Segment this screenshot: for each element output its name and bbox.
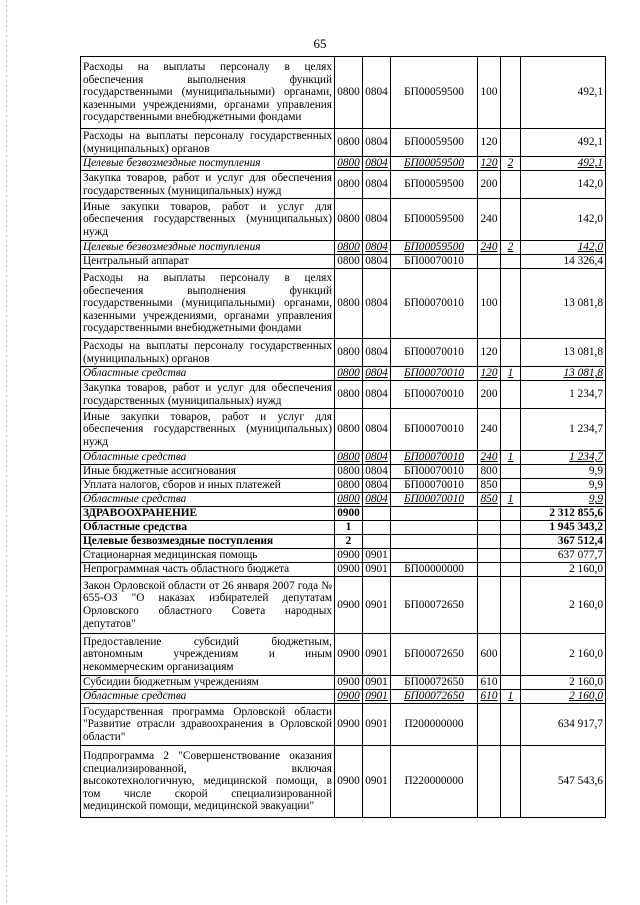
amount-cell: 2 312 855,6: [521, 507, 606, 521]
table-row: [81, 241, 606, 255]
table-row: [81, 381, 606, 409]
subsection-code-cell: 0804: [363, 367, 391, 381]
table-row: [81, 704, 606, 746]
row-name-cell: Областные средства: [81, 367, 335, 381]
section-code-cell: 0800: [335, 199, 363, 241]
expense-type-code-cell: 240: [478, 451, 501, 465]
expense-type-code-cell: 100: [478, 57, 501, 129]
section-code-cell: 0800: [335, 171, 363, 199]
section-code-cell: 0800: [335, 465, 363, 479]
funding-source-cell: [501, 171, 521, 199]
table-row: [81, 409, 606, 451]
funding-source-cell: [501, 549, 521, 563]
target-item-code-cell: БП00070010: [391, 451, 478, 465]
funding-source-cell: [501, 746, 521, 818]
funding-source-cell: 2: [501, 157, 521, 171]
amount-cell: 2 160,0: [521, 634, 606, 676]
row-name-cell: Целевые безвозмездные поступления: [81, 535, 335, 549]
row-name-cell: Иные закупки товаров, работ и услуг для обеспечения государственных (муниципальных) нужд: [81, 409, 335, 451]
table-row: [81, 479, 606, 493]
page-number: 65: [313, 36, 327, 51]
expense-type-code-cell: 240: [478, 409, 501, 451]
table-row: [81, 535, 606, 549]
funding-source-cell: [501, 535, 521, 549]
table-row: [81, 507, 606, 521]
target-item-code-cell: БП00059500: [391, 129, 478, 157]
row-name-cell: Областные средства: [81, 690, 335, 704]
scan-edge-marks: [6, 0, 7, 905]
amount-cell: 142,0: [521, 241, 606, 255]
section-code-cell: 0900: [335, 690, 363, 704]
row-name-cell: Уплата налогов, сборов и иных платежей: [81, 479, 335, 493]
target-item-code-cell: БП00070010: [391, 269, 478, 339]
target-item-code-cell: БП00072650: [391, 690, 478, 704]
expense-type-code-cell: 100: [478, 269, 501, 339]
subsection-code-cell: 0804: [363, 451, 391, 465]
subsection-code-cell: 0901: [363, 746, 391, 818]
row-name-cell: Центральный аппарат: [81, 255, 335, 269]
section-code-cell: 0900: [335, 634, 363, 676]
target-item-code-cell: БП00070010: [391, 381, 478, 409]
table-row: [81, 57, 606, 129]
row-name-cell: Областные средства: [81, 493, 335, 507]
row-name-cell: Закупка товаров, работ и услуг для обеспечения государственных (муниципальных) нужд: [81, 381, 335, 409]
table-row: [81, 746, 606, 818]
row-name-cell: Предоставление субсидий бюджетным, автономным учреждениям и иным некоммерческим организациям: [81, 634, 335, 676]
row-name-cell: Расходы на выплаты персоналу государственных (муниципальных) органов: [81, 129, 335, 157]
amount-cell: 634 917,7: [521, 704, 606, 746]
funding-source-cell: [501, 129, 521, 157]
funding-source-cell: [501, 339, 521, 367]
section-code-cell: 0800: [335, 57, 363, 129]
section-code-cell: 0900: [335, 563, 363, 577]
section-code-cell: 1: [335, 521, 363, 535]
subsection-code-cell: 0804: [363, 269, 391, 339]
target-item-code-cell: БП00072650: [391, 577, 478, 634]
target-item-code-cell: П200000000: [391, 704, 478, 746]
target-item-code-cell: БП00070010: [391, 339, 478, 367]
subsection-code-cell: 0804: [363, 199, 391, 241]
budget-table: [80, 56, 606, 818]
expense-type-code-cell: [478, 704, 501, 746]
subsection-code-cell: 0901: [363, 704, 391, 746]
amount-cell: 2 160,0: [521, 577, 606, 634]
section-code-cell: 0900: [335, 704, 363, 746]
subsection-code-cell: 0901: [363, 634, 391, 676]
funding-source-cell: [501, 521, 521, 535]
expense-type-code-cell: 200: [478, 171, 501, 199]
section-code-cell: 0800: [335, 157, 363, 171]
funding-source-cell: 1: [501, 690, 521, 704]
expense-type-code-cell: [478, 535, 501, 549]
row-name-cell: Иные бюджетные ассигнования: [81, 465, 335, 479]
expense-type-code-cell: 600: [478, 634, 501, 676]
row-name-cell: Расходы на выплаты персоналу в целях обеспечения выполнения функций государственными (муниципальными) органами, казенными учреждениями, органами управления государственными внебюджетными фондами: [81, 269, 335, 339]
amount-cell: 1 234,7: [521, 409, 606, 451]
row-name-cell: Непрограммная часть областного бюджета: [81, 563, 335, 577]
amount-cell: 492,1: [521, 157, 606, 171]
amount-cell: 1 945 343,2: [521, 521, 606, 535]
table-row: [81, 577, 606, 634]
funding-source-cell: [501, 563, 521, 577]
table-row: [81, 634, 606, 676]
funding-source-cell: [501, 676, 521, 690]
table-row: [81, 157, 606, 171]
funding-source-cell: [501, 634, 521, 676]
target-item-code-cell: БП00070010: [391, 479, 478, 493]
row-name-cell: Расходы на выплаты персоналу государственных (муниципальных) органов: [81, 339, 335, 367]
subsection-code-cell: 0804: [363, 479, 391, 493]
target-item-code-cell: БП00072650: [391, 676, 478, 690]
subsection-code-cell: 0804: [363, 57, 391, 129]
subsection-code-cell: 0804: [363, 493, 391, 507]
amount-cell: 142,0: [521, 199, 606, 241]
target-item-code-cell: БП00000000: [391, 563, 478, 577]
amount-cell: 142,0: [521, 171, 606, 199]
amount-cell: 1 234,7: [521, 381, 606, 409]
section-code-cell: 0800: [335, 493, 363, 507]
section-code-cell: 0800: [335, 451, 363, 465]
table-row: [81, 255, 606, 269]
section-code-cell: 0900: [335, 507, 363, 521]
amount-cell: 492,1: [521, 57, 606, 129]
amount-cell: 492,1: [521, 129, 606, 157]
table-row: [81, 269, 606, 339]
expense-type-code-cell: [478, 521, 501, 535]
amount-cell: 9,9: [521, 479, 606, 493]
row-name-cell: Закон Орловской области от 26 января 2007 года № 655-ОЗ "О наказах избирателей депутатам Орловского областного Совета народных депутатов": [81, 577, 335, 634]
funding-source-cell: 1: [501, 451, 521, 465]
subsection-code-cell: 0901: [363, 563, 391, 577]
subsection-code-cell: 0804: [363, 255, 391, 269]
section-code-cell: 0800: [335, 269, 363, 339]
funding-source-cell: [501, 199, 521, 241]
table-row: [81, 367, 606, 381]
target-item-code-cell: [391, 549, 478, 563]
amount-cell: 14 326,4: [521, 255, 606, 269]
funding-source-cell: [501, 465, 521, 479]
expense-type-code-cell: 120: [478, 129, 501, 157]
subsection-code-cell: 0901: [363, 577, 391, 634]
amount-cell: 1 234,7: [521, 451, 606, 465]
table-row: [81, 563, 606, 577]
subsection-code-cell: 0804: [363, 381, 391, 409]
expense-type-code-cell: 610: [478, 690, 501, 704]
target-item-code-cell: БП00072650: [391, 634, 478, 676]
target-item-code-cell: БП00070010: [391, 493, 478, 507]
section-code-cell: 0900: [335, 577, 363, 634]
funding-source-cell: 1: [501, 493, 521, 507]
subsection-code-cell: 0804: [363, 241, 391, 255]
section-code-cell: 0800: [335, 339, 363, 367]
expense-type-code-cell: 200: [478, 381, 501, 409]
table-row: [81, 549, 606, 563]
target-item-code-cell: БП00059500: [391, 57, 478, 129]
expense-type-code-cell: [478, 563, 501, 577]
funding-source-cell: [501, 269, 521, 339]
expense-type-code-cell: 850: [478, 493, 501, 507]
section-code-cell: 0900: [335, 746, 363, 818]
expense-type-code-cell: [478, 507, 501, 521]
target-item-code-cell: [391, 535, 478, 549]
table-row: [81, 690, 606, 704]
expense-type-code-cell: 610: [478, 676, 501, 690]
row-name-cell: Стационарная медицинская помощь: [81, 549, 335, 563]
amount-cell: 367 512,4: [521, 535, 606, 549]
target-item-code-cell: БП00070010: [391, 409, 478, 451]
table-row: [81, 493, 606, 507]
funding-source-cell: [501, 255, 521, 269]
table-row: [81, 129, 606, 157]
subsection-code-cell: 0901: [363, 549, 391, 563]
subsection-code-cell: 0804: [363, 339, 391, 367]
target-item-code-cell: БП00059500: [391, 241, 478, 255]
target-item-code-cell: БП00070010: [391, 465, 478, 479]
subsection-code-cell: 0901: [363, 676, 391, 690]
funding-source-cell: [501, 577, 521, 634]
budget-table-body: [81, 57, 606, 818]
section-code-cell: 0800: [335, 129, 363, 157]
section-code-cell: 0800: [335, 381, 363, 409]
funding-source-cell: [501, 381, 521, 409]
expense-type-code-cell: [478, 746, 501, 818]
target-item-code-cell: БП00059500: [391, 171, 478, 199]
target-item-code-cell: БП00070010: [391, 367, 478, 381]
funding-source-cell: [501, 704, 521, 746]
subsection-code-cell: 0804: [363, 157, 391, 171]
row-name-cell: ЗДРАВООХРАНЕНИЕ: [81, 507, 335, 521]
table-row: [81, 676, 606, 690]
section-code-cell: 0800: [335, 479, 363, 493]
subsection-code-cell: [363, 535, 391, 549]
row-name-cell: Закупка товаров, работ и услуг для обеспечения государственных (муниципальных) нужд: [81, 171, 335, 199]
target-item-code-cell: [391, 521, 478, 535]
row-name-cell: Расходы на выплаты персоналу в целях обеспечения выполнения функций государственными (муниципальными) органами, казенными учреждениями, органами управления государственными внебюджетными фондами: [81, 57, 335, 129]
target-item-code-cell: БП00059500: [391, 157, 478, 171]
expense-type-code-cell: 120: [478, 157, 501, 171]
subsection-code-cell: 0804: [363, 171, 391, 199]
funding-source-cell: 2: [501, 241, 521, 255]
expense-type-code-cell: [478, 549, 501, 563]
section-code-cell: 0800: [335, 367, 363, 381]
row-name-cell: Подпрограмма 2 "Совершенствование оказания специализированной, включая высокотехнологичную, медицинской помощи, в том числе скорой специализированной медицинской помощи, медицинской эвакуации": [81, 746, 335, 818]
expense-type-code-cell: 120: [478, 367, 501, 381]
amount-cell: 9,9: [521, 465, 606, 479]
amount-cell: 2 160,0: [521, 690, 606, 704]
subsection-code-cell: 0901: [363, 690, 391, 704]
row-name-cell: Субсидии бюджетным учреждениям: [81, 676, 335, 690]
expense-type-code-cell: 240: [478, 241, 501, 255]
funding-source-cell: [501, 409, 521, 451]
section-code-cell: 0900: [335, 549, 363, 563]
table-row: [81, 451, 606, 465]
funding-source-cell: [501, 507, 521, 521]
section-code-cell: 0800: [335, 409, 363, 451]
amount-cell: 637 077,7: [521, 549, 606, 563]
funding-source-cell: [501, 57, 521, 129]
subsection-code-cell: 0804: [363, 129, 391, 157]
row-name-cell: Областные средства: [81, 521, 335, 535]
subsection-code-cell: 0804: [363, 465, 391, 479]
expense-type-code-cell: [478, 255, 501, 269]
section-code-cell: 0900: [335, 676, 363, 690]
table-row: [81, 199, 606, 241]
amount-cell: 13 081,8: [521, 269, 606, 339]
amount-cell: 2 160,0: [521, 563, 606, 577]
funding-source-cell: [501, 479, 521, 493]
amount-cell: 2 160,0: [521, 676, 606, 690]
table-row: [81, 171, 606, 199]
expense-type-code-cell: 850: [478, 479, 501, 493]
expense-type-code-cell: [478, 577, 501, 634]
table-row: [81, 521, 606, 535]
funding-source-cell: 1: [501, 367, 521, 381]
row-name-cell: Иные закупки товаров, работ и услуг для обеспечения государственных (муниципальных) нужд: [81, 199, 335, 241]
amount-cell: 547 543,6: [521, 746, 606, 818]
section-code-cell: 2: [335, 535, 363, 549]
row-name-cell: Государственная программа Орловской области "Развитие отрасли здравоохранения в Орловской области": [81, 704, 335, 746]
row-name-cell: Областные средства: [81, 451, 335, 465]
target-item-code-cell: [391, 507, 478, 521]
target-item-code-cell: БП00059500: [391, 199, 478, 241]
target-item-code-cell: БП00070010: [391, 255, 478, 269]
section-code-cell: 0800: [335, 255, 363, 269]
amount-cell: 9,9: [521, 493, 606, 507]
expense-type-code-cell: 240: [478, 199, 501, 241]
amount-cell: 13 081,8: [521, 339, 606, 367]
row-name-cell: Целевые безвозмездные поступления: [81, 241, 335, 255]
table-row: [81, 339, 606, 367]
amount-cell: 13 081,8: [521, 367, 606, 381]
table-row: [81, 465, 606, 479]
row-name-cell: Целевые безвозмездные поступления: [81, 157, 335, 171]
subsection-code-cell: 0804: [363, 409, 391, 451]
expense-type-code-cell: 120: [478, 339, 501, 367]
section-code-cell: 0800: [335, 241, 363, 255]
expense-type-code-cell: 800: [478, 465, 501, 479]
subsection-code-cell: [363, 507, 391, 521]
target-item-code-cell: П220000000: [391, 746, 478, 818]
subsection-code-cell: [363, 521, 391, 535]
